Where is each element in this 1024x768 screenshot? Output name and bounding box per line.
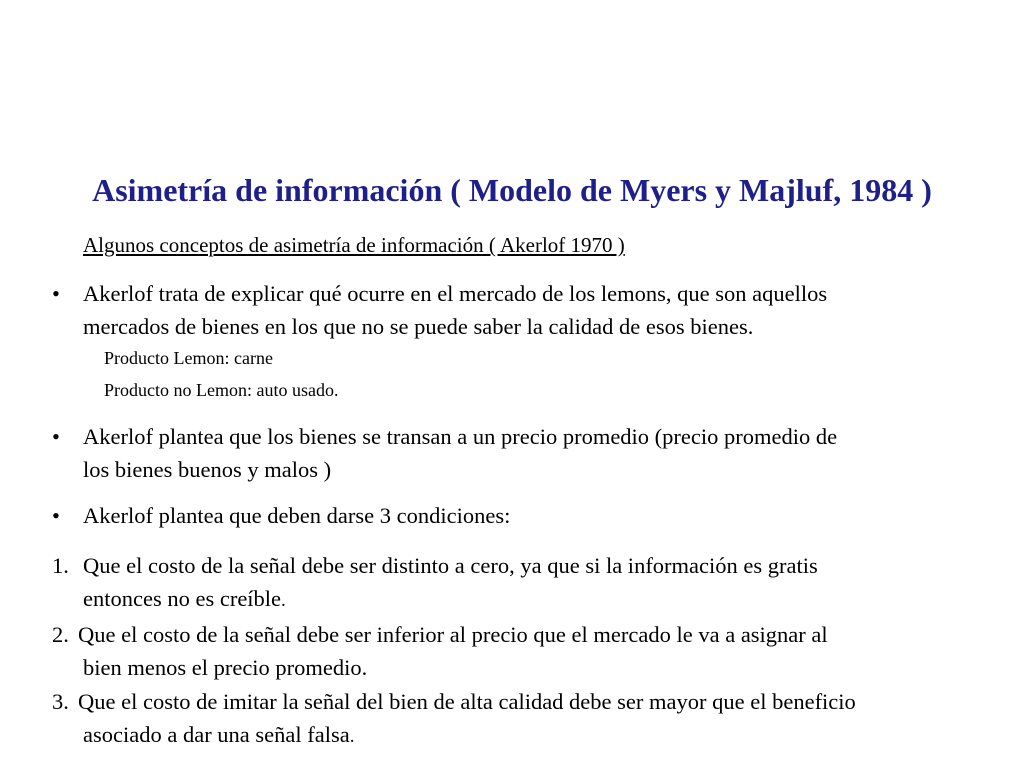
bullet-1-line-2: mercados de bienes en los que no se puede saber la calidad de esos bienes. xyxy=(83,314,754,339)
slide-subtitle: Algunos conceptos de asimetría de información ( Akerlof 1970 ) xyxy=(83,233,625,257)
condition-number: 2. xyxy=(52,622,69,647)
bullet-2-line-2: los bienes buenos y malos ) xyxy=(83,457,332,482)
condition-number: 1. xyxy=(52,553,69,578)
bullet-dot: • xyxy=(52,424,60,449)
condition-2-line-2: bien menos el precio promedio. xyxy=(83,655,368,680)
bullet-2-line-1: Akerlof plantea que los bienes se transan a un precio promedio (precio promedio de xyxy=(83,424,838,449)
slide-title: Asimetría de información ( Modelo de Myers y Majluf, 1984 ) xyxy=(92,172,932,208)
sub-item-1: Producto Lemon: carne xyxy=(104,348,273,368)
bullet-dot: • xyxy=(52,281,60,306)
bullet-1-line-1: Akerlof trata de explicar qué ocurre en el mercado de los lemons, que son aquellos xyxy=(83,281,828,306)
bullet-dot: • xyxy=(52,503,60,528)
bullet-3-line-1: Akerlof plantea que deben darse 3 condiciones: xyxy=(83,503,511,528)
condition-number: 3. xyxy=(52,689,69,714)
condition-3-line-2: asociado a dar una señal falsa xyxy=(83,722,350,747)
condition-1-period: . xyxy=(281,590,286,611)
condition-2-line-1: Que el costo de la señal debe ser inferior al precio que el mercado le va a asignar al xyxy=(78,622,828,647)
condition-3-period: . xyxy=(349,726,355,747)
sub-item-2: Producto no Lemon: auto usado. xyxy=(104,380,339,400)
condition-1-line-2: entonces no es creíble xyxy=(83,586,282,611)
condition-1-line-1: Que el costo de la señal debe ser distinto a cero, ya que si la información es gratis xyxy=(83,553,818,578)
condition-3-line-1: Que el costo de imitar la señal del bien de alta calidad debe ser mayor que el beneficio xyxy=(78,689,856,714)
